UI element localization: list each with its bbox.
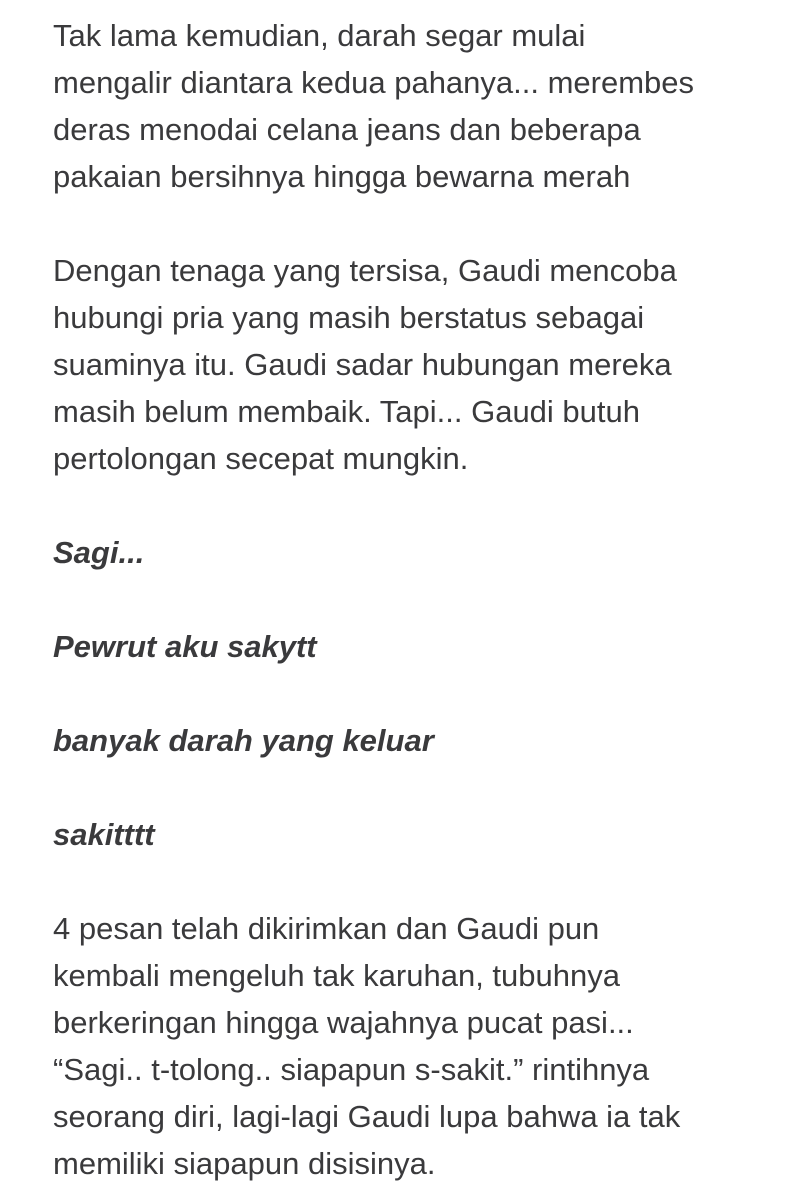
closing-paragraph: 4 pesan telah dikirimkan dan Gaudi pun kembali mengeluh tak karuhan, tubuhnya berkeringan hingga wajahnya pucat pasi... “Sagi.. t-tolong.. siapapun s-sakit.” rintihnya seorang diri, lagi-lagi Gaudi lupa bahwa ia tak memiliki siapapun disisinya. <box>53 911 681 1181</box>
chat-message: sakitttt <box>53 817 155 852</box>
paragraph: Dengan tenaga yang tersisa, Gaudi mencoba hubungi pria yang masih berstatus sebagai suaminya itu. Gaudi sadar hubungan mereka masih belum membaik. Tapi... Gaudi butuh pertolongan secepat mungkin. <box>53 253 677 476</box>
chat-message: Sagi... <box>53 535 145 570</box>
chat-message: banyak darah yang keluar <box>53 723 434 758</box>
document-body <box>53 12 753 1187</box>
paragraph: Tak lama kemudian, darah segar mulai mengalir diantara kedua pahanya... merembes deras menodai celana jeans dan beberapa pakaian bersihnya hingga bewarna merah <box>53 18 695 194</box>
chat-message: Pewrut aku sakytt <box>53 629 317 664</box>
